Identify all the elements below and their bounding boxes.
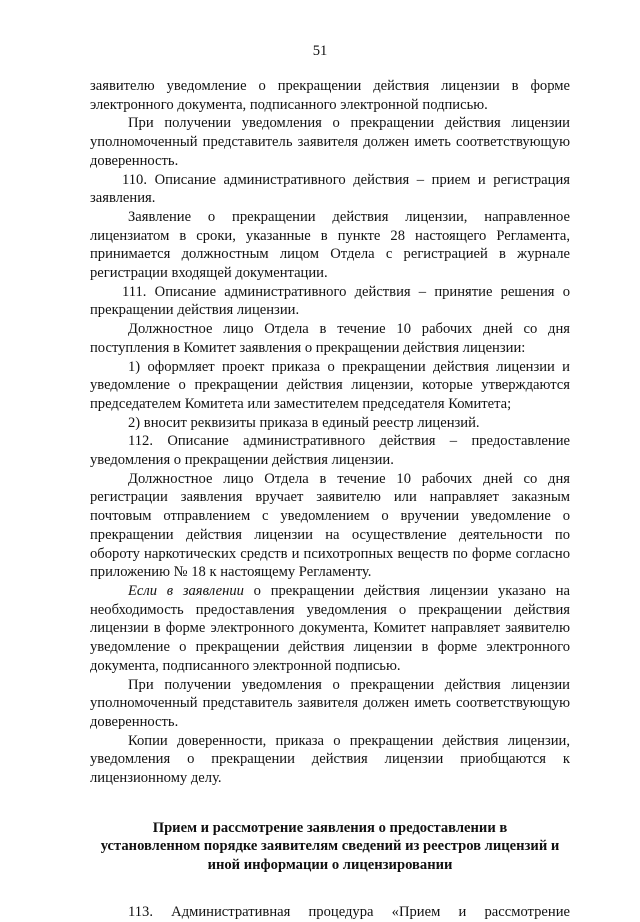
- page-number: 51: [312, 43, 328, 59]
- paragraph-item-113: 113. Административная процедура «Прием и рассмотрение: [128, 903, 570, 920]
- section-heading-line-1: Прием и рассмотрение заявления о предоставлении в: [152, 819, 508, 836]
- paragraph-notice-delivery: Должностное лицо Отдела в течение 10 рабочих дней со дня регистрации заявления вручает заявителю или направляет заказным почтовым отправлением с уведомлением о вручении уведомление о прекращении действия лицензии на осуществление деятельности по обороту наркотических средств и психотропных веществ по форме согласно приложению № 18 к настоящему Регламенту.: [90, 470, 570, 581]
- paragraph-duty-2: 2) вносит реквизиты приказа в единый реестр лицензий.: [128, 414, 480, 431]
- paragraph-item-112: 112. Описание административного действия – предоставление уведомления о прекращении действия лицензии.: [90, 433, 570, 469]
- paragraph-power-of-attorney-repeat: При получении уведомления о прекращении действия лицензии уполномоченный представитель заявителя должен иметь соответствующую доверенность.: [90, 676, 570, 730]
- paragraph-item-111: 111. Описание административного действия – принятие решения о прекращении действия лицензии.: [90, 283, 570, 319]
- section-heading-line-3: иной информации о лицензировании: [207, 857, 453, 874]
- paragraph-application-registration: Заявление о прекращении действия лицензии, направленное лицензиатом в сроки, указанные в пункте 28 настоящего Регламента, принимается должностным лицом Отдела с регистрацией в журнале регистрации входящей документации.: [90, 208, 570, 282]
- section-heading-line-2: установленном порядке заявителям сведений из реестров лицензий и: [100, 838, 560, 855]
- paragraph-officer-duties: Должностное лицо Отдела в течение 10 рабочих дней со дня поступления в Комитет заявления о прекращении действия лицензии:: [90, 321, 570, 356]
- section-heading: [90, 819, 570, 875]
- paragraph-license-file: Копии доверенности, приказа о прекращении действия лицензии, уведомления о прекращении действия лицензии приобщаются к лицензионному делу.: [90, 732, 570, 787]
- paragraph-item-110: 110. Описание административного действия – прием и регистрация заявления.: [90, 171, 570, 207]
- document-body: [90, 77, 570, 922]
- paragraph-power-of-attorney: При получении уведомления о прекращении действия лицензии уполномоченный представитель заявителя должен иметь соответствующую доверенность.: [90, 115, 570, 169]
- paragraph-electronic-notice-rest: о прекращении действия лицензии указано на необходимость предоставления уведомления о прекращении действия лицензии в форме электронного документа, Комитет направляет заявителю уведомление о прекращении действия лицензии в форме электронного документа, подписанного электронной подписью.: [90, 582, 570, 674]
- paragraph-electronic-notice: [90, 582, 570, 676]
- paragraph-continuation: заявителю уведомление о прекращении действия лицензии в форме электронного документа, подписанного электронной подписью.: [90, 78, 570, 113]
- paragraph-electronic-notice-lead: Если в заявлении: [128, 582, 244, 599]
- paragraph-duty-1: 1) оформляет проект приказа о прекращении действия лицензии и уведомление о прекращении действия лицензии, которые утверждаются председателем Комитета или заместителем председателя Комитета;: [90, 358, 570, 412]
